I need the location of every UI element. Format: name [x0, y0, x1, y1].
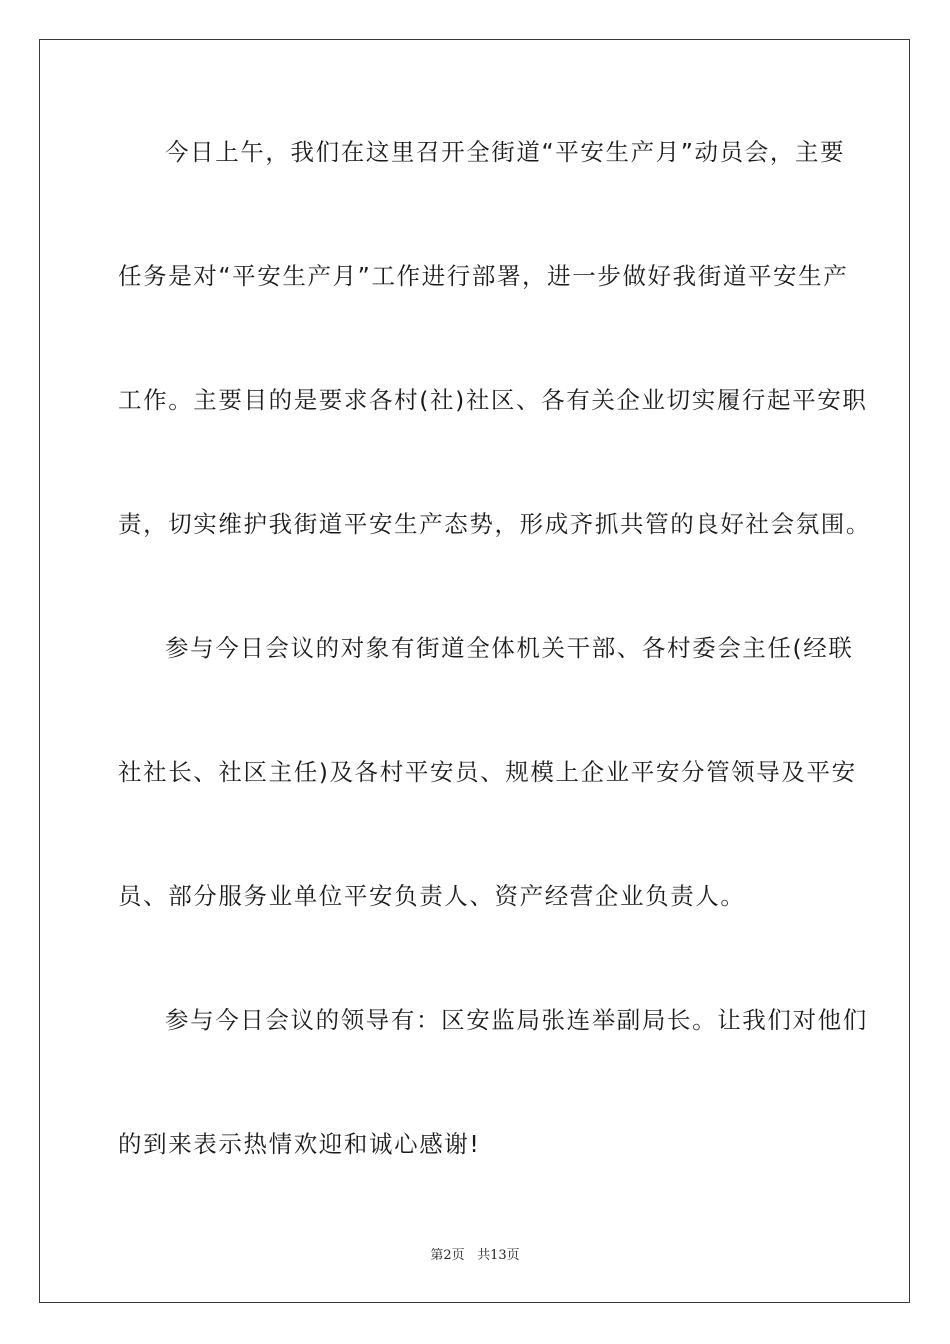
- page-border: [39, 39, 910, 1303]
- paragraph-1-line-2: 任务是对“平安生产月”工作进行部署，进一步做好我街道平安生产: [118, 262, 849, 290]
- page-number: 第2页: [430, 1248, 465, 1263]
- paragraph-3-line-2: 的到来表示热情欢迎和诚心感谢!: [118, 1130, 481, 1158]
- page-footer: [0, 1247, 950, 1265]
- paragraph-2-line-1: 参与今日会议的对象有街道全体机关干部、各村委会主任(经联: [165, 634, 854, 662]
- paragraph-1-line-4: 责，切实维护我街道平安生产态势，形成齐抓共管的良好社会氛围。: [118, 510, 871, 538]
- paragraph-1-line-1: 今日上午，我们在这里召开全街道“平安生产月”动员会，主要: [165, 138, 846, 166]
- paragraph-2-line-2: 社社长、社区主任)及各村平安员、规模上企业平安分管领导及平安: [118, 758, 857, 786]
- paragraph-1-line-3: 工作。主要目的是要求各村(社)社区、各有关企业切实履行起平安职: [118, 386, 868, 414]
- page-total: 共13页: [477, 1248, 520, 1263]
- paragraph-3-line-1: 参与今日会议的领导有：区安监局张连举副局长。让我们对他们: [165, 1006, 868, 1034]
- paragraph-2-line-3: 员、部分服务业单位平安负责人、资产经营企业负责人。: [118, 882, 746, 910]
